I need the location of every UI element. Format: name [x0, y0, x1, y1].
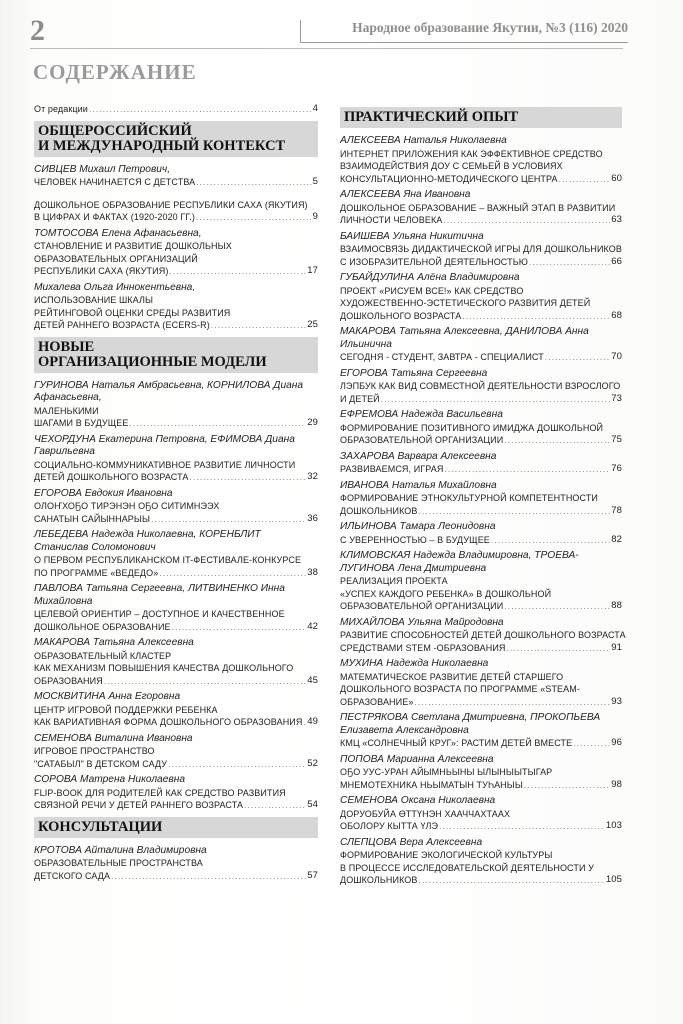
toc-entry[interactable]: [34, 380, 318, 431]
toc-entry[interactable]: [34, 282, 318, 333]
section-heading-line: ПРАКТИЧЕСКИЙ ОПЫТ: [344, 109, 519, 125]
entry-title-text: В ЦИФРАХ И ФАКТАХ (1920-2020 ГГ.): [34, 212, 195, 222]
entry-title-text: ОҔО УУС-УРАН АЙЫМНЬЫНЫ ЫЛЫНЫЫТЫГАР: [340, 767, 553, 777]
entry-author: МУХИНА Надежда Николаевна: [340, 658, 489, 669]
entry-page-number: 57: [307, 869, 318, 881]
entry-title-text: ОБОЛОРУ КЫТТА ҮЛЭ: [340, 821, 439, 831]
entry-page-number: 52: [307, 757, 318, 769]
entry-title-line: [34, 240, 318, 253]
entry-author: КРОТОВА Айталина Владимировна: [34, 844, 207, 856]
entry-title-text: ЛИЧНОСТИ ЧЕЛОВЕКА: [340, 215, 443, 225]
entry-title-text: КАК ВАРИАТИВНАЯ ФОРМА ДОШКОЛЬНОГО ОБРАЗОВАНИЯ: [34, 717, 303, 727]
dot-leader: [439, 820, 605, 834]
dot-leader: [573, 737, 610, 751]
entry-page-number: 25: [307, 319, 318, 330]
entry-title-line: [340, 505, 622, 519]
toc-entry[interactable]: [34, 228, 318, 279]
entry-title-line: [340, 422, 622, 435]
entry-page-number: 60: [611, 172, 622, 184]
entry-title-text: ПРОЕКТ «РИСУЕМ ВСЕ!» КАК СРЕДСТВО: [340, 285, 524, 296]
dot-leader: [559, 173, 611, 187]
entry-title-line: [34, 319, 318, 333]
dot-leader: [529, 256, 610, 270]
entry-title-text: "САТАБЫЛ" В ДЕТСКОМ САДУ: [34, 758, 168, 769]
entry-title-text: ВЗАИМОСВЯЗЬ ДИДАКТИЧЕСКОЙ ИГРЫ ДЛЯ ДОШКОЛЬНИКОВ: [340, 244, 622, 254]
entry-title-text: ОЛОҤХОҔО ТИРЭНЭН ОҔО СИТИМНЭЭХ: [34, 501, 220, 511]
entry-title-text: КОНСУЛЬТАЦИОННО-МЕТОДИЧЕСКОГО ЦЕНТРА: [340, 173, 558, 184]
dot-leader: [419, 505, 611, 519]
entry-title-line: [340, 214, 622, 228]
entry-author: ИЛЬИНОВА Тамара Леонидовна: [340, 521, 496, 532]
entry-author: ПАВЛОВА Татьяна Сергеевна, ЛИТВИНЕНКО Инна Михайловна: [34, 583, 285, 607]
dot-leader: [381, 393, 610, 407]
toc-entry[interactable]: [340, 658, 622, 709]
entry-title-text: С ИЗОБРАЗИТЕЛЬНОЙ ДЕЯТЕЛЬНОСТЬЮ: [340, 256, 528, 267]
entry-title-line: [34, 500, 318, 513]
entry-title-text: ОБРАЗОВАТЕЛЬНОЙ ОРГАНИЗАЦИИ: [340, 601, 504, 611]
entry-page-number: 63: [611, 214, 622, 225]
entry-title-line: [34, 103, 318, 117]
entry-title-line: [340, 588, 622, 601]
entry-title-text: ФОРМИРОВАНИЕ ПОЗИТИВНОГО ИМИДЖА ДОШКОЛЬНОЙ: [340, 422, 604, 433]
entry-page-number: 68: [611, 309, 622, 321]
entry-title-line: [34, 405, 318, 418]
dot-leader: [196, 211, 312, 225]
dot-leader: [169, 265, 306, 279]
entry-title-line: [34, 870, 318, 884]
section-heading: [340, 107, 622, 128]
entry-title-text: ОБРАЗОВАТЕЛЬНЫЙ КЛАСТЕР: [34, 650, 172, 661]
entry-title-text: ИСПОЛЬЗОВАНИЕ ШКАЛЫ: [34, 295, 154, 305]
section-heading-line: ОБЩЕРОССИЙСКИЙ: [38, 122, 192, 139]
toc-entry[interactable]: [34, 103, 318, 117]
entry-title-text: РЕСПУБЛИКИ САХА (ЯКУТИЯ): [34, 266, 169, 276]
dot-leader: [462, 310, 610, 324]
entry-title-text: САНАТЫН САЙЫННАРЫЫ: [34, 513, 151, 524]
toc-entry[interactable]: [340, 409, 622, 448]
entry-author: ИВАНОВА Наталья Михайловна: [340, 479, 497, 491]
entry-title-line: [34, 294, 318, 307]
entry-title-text: СРЕДСТВАМИ STEM -ОБРАЗОВАНИЯ: [340, 642, 506, 653]
entry-title-line: [340, 862, 622, 875]
entry-title-text: РАЗВИВАЕМСЯ, ИГРАЯ: [340, 464, 444, 474]
entry-title-line: [340, 629, 626, 642]
entry-title-text: ХУДОЖЕСТВЕННО-ЭСТЕТИЧЕСКОГО РАЗВИТИЯ ДЕТЕЙ: [340, 298, 591, 308]
entry-title-line: [340, 820, 622, 834]
entry-title-text: О ПЕРВОМ РЕСПУБЛИКАНСКОМ IT-ФЕСТИВАЛЕ-КОНКУРСЕ: [34, 555, 302, 565]
entry-title-line: [340, 310, 622, 324]
entry-title-text: ЛЭПБУК КАК ВИД СОВМЕСТНОЙ ДЕЯТЕЛЬНОСТИ ВЗРОСЛОГО: [340, 381, 621, 391]
dot-leader: [189, 471, 306, 485]
entry-page-number: 78: [611, 504, 622, 516]
entry-page-number: 103: [605, 820, 622, 831]
entry-title-text: ОБРАЗОВАТЕЛЬНОЙ ОРГАНИЗАЦИИ: [340, 435, 504, 445]
entry-page-number: 76: [611, 463, 622, 474]
entry-title-text: ФОРМИРОВАНИЕ ЭТНОКУЛЬТУРНОЙ КОМПЕТЕНТНОСТИ: [340, 493, 598, 503]
entry-title-line: [340, 874, 622, 888]
dot-leader: [104, 675, 306, 689]
dot-leader: [303, 716, 306, 730]
entry-title-line: [34, 471, 318, 485]
dot-leader: [244, 799, 306, 813]
section-heading: [34, 121, 318, 157]
toc-entry[interactable]: [34, 845, 318, 884]
entry-title-text: КАК МЕХАНИЗМ ПОВЫШЕНИЯ КАЧЕСТВА ДОШКОЛЬНОГО: [34, 663, 294, 673]
dot-leader: [443, 214, 610, 228]
entry-title-text: ПО ПРОГРАММЕ «ВЕДЕДО»: [34, 567, 159, 578]
entry-author: СОРОВА Матрена Николаевна: [34, 774, 185, 785]
entry-author: ЧЕХОРДУНА Екатерина Петровна, ЕФИМОВА Диана Гаврильевна: [34, 433, 295, 457]
entry-title-text: ЦЕЛЕВОЙ ОРИЕНТИР – ДОСТУПНОЕ И КАЧЕСТВЕННОЕ: [34, 609, 285, 619]
entry-author: ЕГОРОВА Татьяна Сергеевна: [340, 367, 488, 379]
entry-author: СЕМЕНОВА Оксана Николаевна: [340, 795, 496, 806]
section-heading-line: И МЕЖДУНАРОДНЫЙ КОНТЕКСТ: [38, 137, 286, 154]
entry-title-line: [34, 787, 318, 800]
section-heading-line: КОНСУЛЬТАЦИИ: [38, 818, 163, 835]
entry-title-line: [340, 463, 622, 477]
toc-entry[interactable]: [34, 529, 318, 580]
entry-title-line: [34, 513, 318, 527]
entry-title-line: [340, 534, 622, 548]
entry-author: ПЕСТРЯКОВА Светлана Дмитриевна, ПРОКОПЬЕВА Елизавета Александровна: [340, 712, 601, 736]
entry-title-text: ДОШКОЛЬНОЕ ОБРАЗОВАНИЕ: [34, 621, 171, 632]
toc-entry[interactable]: [340, 451, 622, 477]
toc-entry[interactable]: [34, 691, 318, 730]
entry-title-line: [340, 297, 622, 310]
entry-author: АЛЕКСЕЕВА Наталья Николаевна: [340, 135, 507, 146]
entry-author: СИВЦЕВ Михаил Петрович,: [34, 163, 171, 175]
entry-title-text: В ПРОЦЕССЕ ИССЛЕДОВАТЕЛЬСКОЙ ДЕЯТЕЛЬНОСТИ У: [340, 862, 594, 873]
entry-author: ЕГОРОВА Евдокия Ивановна: [34, 487, 173, 499]
entry-title-line: [340, 256, 622, 270]
toc-entry[interactable]: [340, 754, 622, 793]
entry-title-line: [34, 662, 318, 675]
toc-entry[interactable]: [340, 712, 622, 751]
entry-author: ПОПОВА Марианна Алексеевна: [340, 753, 494, 765]
entry-title-text: От редакции: [34, 104, 88, 114]
entry-title-text: ДЕТЕЙ РАННЕГО ВОЗРАСТА (ECERS-R): [34, 320, 210, 330]
entry-page-number: 98: [611, 778, 622, 790]
entry-title-text: ОБРАЗОВАТЕЛЬНЫХ ОРГАНИЗАЦИЙ: [34, 253, 198, 264]
entry-author: Михалева Ольга Иннокентьевна,: [34, 281, 196, 293]
entry-title-text: РЕЙТИНГОВОЙ ОЦЕНКИ СРЕДЫ РАЗВИТИЯ: [34, 307, 231, 318]
entry-title-line: [340, 671, 622, 684]
entry-title-line: [34, 704, 318, 717]
entry-author: МИХАЙЛОВА Ульяна Майродовна: [340, 616, 504, 628]
toc-entry[interactable]: [340, 272, 622, 323]
entry-title-text: ВЗАИМОДЕЙСТВИЯ ДОУ С СЕМЬЕЙ В УСЛОВИЯХ: [340, 161, 563, 171]
dot-leader: [151, 513, 306, 527]
dot-leader: [159, 567, 306, 581]
entry-title-text: ОБРАЗОВАТЕЛЬНЫЕ ПРОСТРАНСТВА: [34, 858, 203, 868]
entry-title-text: ЦЕНТР ИГРОВОЙ ПОДДЕРЖКИ РЕБЕНКА: [34, 704, 218, 715]
entry-title-line: [340, 148, 622, 161]
entry-author: ЕФРЕМОВА Надежда Васильевна: [340, 409, 503, 420]
entry-page-number: 9: [312, 211, 318, 222]
entry-title-line: [34, 758, 318, 772]
entry-title-text: ДОШКОЛЬНОГО ВОЗРАСТА: [340, 310, 462, 321]
dot-leader: [504, 600, 610, 614]
entry-page-number: 54: [307, 799, 318, 810]
dot-leader: [172, 621, 307, 635]
entry-title-line: [340, 285, 622, 298]
entry-page-number: 32: [307, 471, 318, 482]
dot-leader: [504, 434, 610, 448]
entry-page-number: 45: [307, 674, 318, 686]
toc-entry[interactable]: [340, 189, 622, 228]
dot-leader: [444, 463, 610, 477]
entry-title-line: [34, 199, 318, 212]
toc-entry[interactable]: [340, 550, 622, 614]
entry-page-number: 96: [611, 737, 622, 748]
entry-page-number: 5: [312, 176, 318, 187]
entry-title-text: МАТЕМАТИЧЕСКОЕ РАЗВИТИЕ ДЕТЕЙ СТАРШЕГО: [340, 671, 564, 682]
entry-title-text: СВЯЗНОЙ РЕЧИ У ДЕТЕЙ РАННЕГО ВОЗРАСТА: [34, 800, 244, 810]
entry-title-line: [340, 492, 622, 505]
toc-left-column: [34, 103, 318, 886]
entry-page-number: 66: [611, 255, 622, 267]
entry-page-number: 42: [307, 620, 318, 632]
entry-title-text: РАЗВИТИЕ СПОСОБНОСТЕЙ ДЕТЕЙ ДОШКОЛЬНОГО ВОЗРАСТА: [340, 630, 626, 640]
entry-title-line: [34, 675, 318, 689]
entry-title-line: [34, 608, 318, 621]
entry-author: ГУБАЙДУЛИНА Алёна Владимировна: [340, 272, 520, 283]
entry-page-number: 93: [611, 695, 622, 707]
entry-title-text: С УВЕРЕННОСТЬЮ – В БУДУЩЕЕ: [340, 534, 490, 545]
entry-title-line: [340, 642, 622, 656]
entry-page-number: 105: [605, 874, 622, 885]
entry-title-text: КМЦ «СОЛНЕЧНЫЙ КРУГ»: РАСТИМ ДЕТЕЙ ВМЕСТЕ: [340, 738, 573, 748]
entry-title-line: [340, 779, 622, 793]
entry-title-line: [340, 393, 622, 407]
entry-title-line: [340, 243, 622, 256]
entry-title-text: ДОШКОЛЬНИКОВ: [340, 875, 418, 885]
entry-title-line: [34, 857, 318, 870]
entry-title-line: [34, 554, 318, 567]
entry-title-text: И ДЕТЕЙ: [340, 393, 380, 404]
entry-title-text: ОБРАЗОВАНИЕ»: [340, 696, 414, 707]
entry-page-number: 4: [312, 103, 318, 114]
entry-title-line: [340, 696, 622, 710]
dot-leader: [524, 779, 610, 793]
entry-title-text: СОЦИАЛЬНО-КОММУНИКАТИВНОЕ РАЗВИТИЕ ЛИЧНОСТИ: [34, 459, 296, 470]
entry-title-text: ДОШКОЛЬНОЕ ОБРАЗОВАНИЕ РЕСПУБЛИКИ САХА (ЯКУТИЯ): [34, 199, 308, 210]
entry-page-number: 82: [611, 533, 622, 545]
entry-title-line: [340, 351, 622, 365]
dot-leader: [211, 319, 306, 333]
entry-title-line: [34, 265, 318, 279]
header-rule: [30, 48, 623, 49]
dot-leader: [414, 696, 610, 710]
entry-title-line: [34, 650, 318, 663]
entry-title-text: ДОШКОЛЬНОЕ ОБРАЗОВАНИЕ – ВАЖНЫЙ ЭТАП В РАЗВИТИИ: [340, 202, 616, 213]
dot-leader: [545, 351, 610, 365]
toc-entry[interactable]: [340, 368, 622, 407]
toc-entry[interactable]: [340, 480, 622, 519]
entry-title-line: [34, 799, 318, 813]
entry-title-text: ИГРОВОЕ ПРОСТРАНСТВО: [34, 746, 155, 756]
toc-entry[interactable]: [34, 733, 318, 772]
toc-entry[interactable]: [34, 488, 318, 527]
section-heading: [34, 337, 318, 373]
entry-title-text: МНЕМОТЕХНИКА НЬЫМАТЫН ТУҺАНЫЫ: [340, 779, 523, 790]
entry-title-line: [34, 417, 318, 431]
entry-title-line: [34, 716, 318, 730]
entry-title-text: ФОРМИРОВАНИЕ ЭКОЛОГИЧЕСКОЙ КУЛЬТУРЫ: [340, 850, 553, 860]
entry-title-line: [34, 745, 318, 758]
entry-page-number: 17: [307, 265, 318, 276]
entry-title-text: FLIP-BOOK ДЛЯ РОДИТЕЛЕЙ КАК СРЕДСТВО РАЗВИТИЯ: [34, 787, 286, 798]
toc-entry[interactable]: [34, 199, 318, 225]
section-heading: [34, 817, 318, 838]
toc-entry[interactable]: [34, 434, 318, 485]
toc-entry[interactable]: [34, 583, 318, 634]
entry-author: АЛЕКСЕЕВА Яна Ивановна: [340, 189, 471, 200]
toc-entry[interactable]: [34, 774, 318, 813]
entry-title-line: [340, 849, 622, 862]
dot-leader: [129, 417, 306, 431]
entry-title-text: МАЛЕНЬКИМИ: [34, 405, 99, 416]
entry-author: МАКАРОВА Татьяна Алексеевна, ДАНИЛОВА Анна Ильинична: [340, 326, 589, 350]
entry-author: БАИШЕВА Ульяна Никитична: [340, 230, 484, 242]
dot-leader: [491, 534, 610, 548]
page-title: СОДЕРЖАНИЕ: [33, 60, 197, 84]
entry-title-text: «УСПЕХ КАЖДОГО РЕБЕНКА» В ДОШКОЛЬНОЙ: [340, 588, 552, 599]
entry-title-line: [340, 173, 622, 187]
entry-title-text: ШАГАМИ В БУДУЩЕЕ: [34, 418, 129, 428]
entry-title-line: [340, 808, 622, 821]
dot-leader: [419, 874, 605, 888]
entry-title-text: ДОРУОБУЙА ӨТТҮНЭН ХААЧЧАХТААХ: [340, 808, 511, 819]
entry-title-line: [340, 766, 622, 779]
entry-author: КЛИМОВСКАЯ Надежда Владимировна, ТРОЕВА-ЛУГИНОВА Лена Дмитриевна: [340, 550, 579, 574]
entry-title-line: [340, 575, 622, 588]
entry-page-number: 49: [307, 716, 318, 727]
entry-title-text: ДЕТСКОГО САДА: [34, 870, 111, 881]
toc-entry[interactable]: [34, 164, 318, 190]
entry-title-line: [34, 176, 318, 190]
toc-entry[interactable]: [340, 231, 622, 270]
entry-title-text: ЧЕЛОВЕК НАЧИНАЕТСЯ С ДЕТСТВА: [34, 177, 196, 187]
dot-leader: [507, 642, 611, 656]
entry-page-number: 88: [611, 600, 622, 611]
toc-right-column: [340, 103, 626, 891]
entry-title-line: [340, 202, 622, 215]
dot-leader: [196, 176, 311, 190]
entry-title-line: [340, 600, 622, 614]
entry-author: ЗАХАРОВА Варвара Алексеевна: [340, 450, 497, 462]
entry-title-line: [340, 380, 622, 393]
toc-entry[interactable]: [340, 135, 622, 186]
entry-page-number: 70: [611, 351, 622, 362]
toc-entry[interactable]: [340, 616, 626, 656]
toc-entry[interactable]: [340, 521, 622, 547]
entry-title-line: [34, 307, 318, 320]
running-head: Народное образование Якутии, №3 (116) 2020: [300, 20, 628, 43]
entry-author: ГУРИНОВА Наталья Амбрасьевна, КОРНИЛОВА Диана Афанасьевна,: [34, 379, 304, 403]
entry-title-text: РЕАЛИЗАЦИЯ ПРОЕКТА: [340, 576, 448, 586]
entry-title-text: СТАНОВЛЕНИЕ И РАЗВИТИЕ ДОШКОЛЬНЫХ: [34, 241, 232, 251]
entry-title-line: [340, 737, 622, 751]
entry-author: МОСКВИТИНА Анна Егоровна: [34, 691, 181, 702]
entry-page-number: 38: [307, 566, 318, 578]
section-heading-line: ОРГАНИЗАЦИОННЫЕ МОДЕЛИ: [38, 353, 267, 370]
dot-leader: [89, 103, 312, 117]
entry-page-number: 73: [611, 392, 622, 404]
entry-page-number: 36: [307, 512, 318, 524]
entry-author: ТОМТОСОВА Елена Афанасьевна,: [34, 227, 202, 239]
entry-title-line: [34, 253, 318, 266]
entry-page-number: 29: [307, 417, 318, 428]
toc-entry[interactable]: [340, 326, 622, 365]
dot-leader: [111, 870, 306, 884]
entry-title-text: ОБРАЗОВАНИЯ: [34, 675, 103, 686]
entry-title-line: [340, 160, 622, 173]
entry-author: СЕМЕНОВА Виталина Ивановна: [34, 732, 193, 744]
toc-entry[interactable]: [34, 637, 318, 688]
entry-title-text: СЕГОДНЯ - СТУДЕНТ, ЗАВТРА - СПЕЦИАЛИСТ: [340, 352, 544, 362]
entry-title-line: [340, 683, 622, 696]
toc-entry[interactable]: [340, 795, 622, 834]
entry-page-number: 75: [611, 434, 622, 445]
entry-title-text: ДЕТЕЙ ДОШКОЛЬНОГО ВОЗРАСТА: [34, 472, 189, 482]
entry-title-line: [34, 459, 318, 472]
section-heading-line: НОВЫЕ: [38, 338, 95, 355]
toc-entry[interactable]: [340, 837, 622, 888]
entry-page-number: 91: [611, 641, 622, 653]
entry-title-line: [340, 434, 622, 448]
entry-title-text: ДОШКОЛЬНОГО ВОЗРАСТА ПО ПРОГРАММЕ «STEAM-: [340, 684, 580, 694]
entry-title-line: [34, 211, 318, 225]
dot-leader: [168, 758, 306, 772]
entry-title-text: ИНТЕРНЕТ ПРИЛОЖЕНИЯ КАК ЭФФЕКТИВНОЕ СРЕДСТВО: [340, 148, 603, 159]
entry-title-line: [34, 567, 318, 581]
entry-author: СЛЕПЦОВА Вера Алексеевна: [340, 836, 483, 848]
page-number: 2: [30, 14, 45, 47]
entry-author: МАКАРОВА Татьяна Алексеевна: [34, 637, 194, 648]
entry-author: ЛЕБЕДЕВА Надежда Николаевна, КОРЕНБЛИТ Станислав Соломонович: [34, 529, 261, 553]
entry-title-text: ДОШКОЛЬНИКОВ: [340, 505, 418, 516]
entry-title-line: [34, 621, 318, 635]
